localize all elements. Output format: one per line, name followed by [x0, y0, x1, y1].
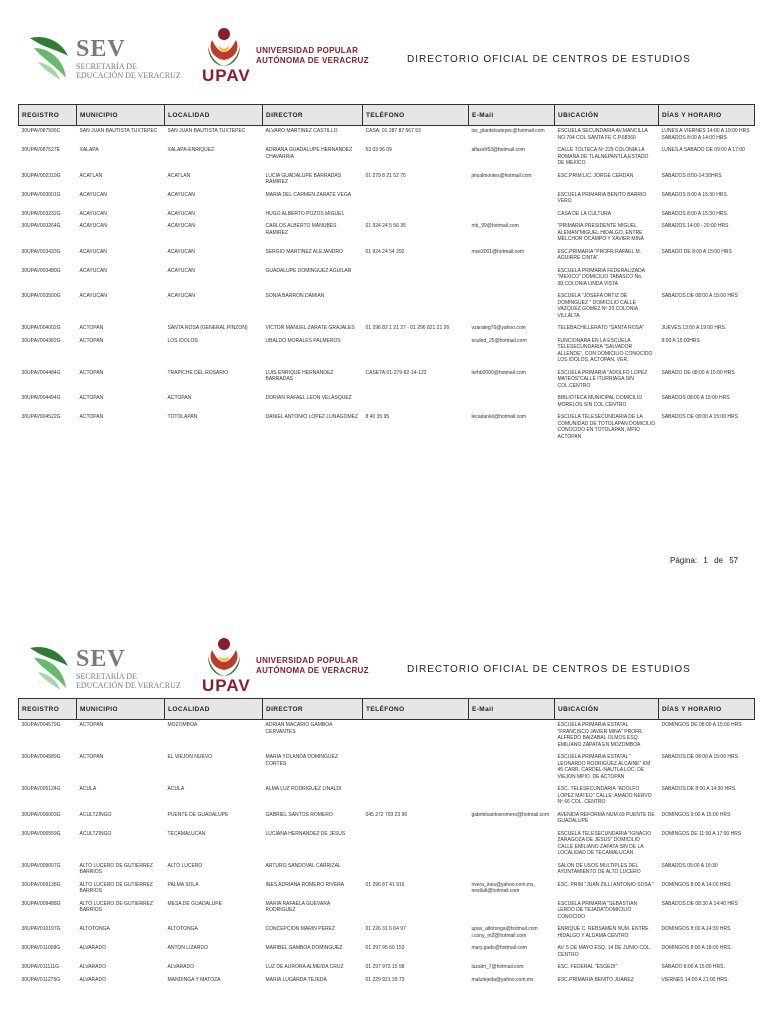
sev-logo [28, 636, 181, 696]
table-cell: ALTOTONGA [167, 926, 198, 932]
table-cell [469, 899, 555, 925]
table-cell: ESCUELA PRIMARIA FEDERALIZADA "MEXICO" DOMICILIO TABASCO No. 38,COLONIA LINDA VISTA [557, 267, 645, 287]
table-cell: ACTOPAN [79, 369, 104, 376]
table-cell: eculed_25@hotmail.com [471, 337, 527, 344]
table-cell: lerhb2000@hotmail.com [471, 369, 526, 376]
table-cell: ALVARADO [79, 945, 106, 951]
table-cell: SABADOS 8:00 A 15:30 HRS. [661, 191, 729, 198]
table-cell: TELEBACHILLERATO "SANTA ROSA" [557, 325, 645, 331]
table-cell: CALLE TOLTECA Nº 229 COLONIA LA ROMANA DE TLALNEPANTLA,ESTADO DE MEXICO [557, 147, 649, 166]
upav-name [256, 46, 369, 66]
pagination [670, 556, 742, 565]
table-cell: MANDINGA Y MATOZA [167, 976, 221, 983]
table-cell: ACULTZINGO [79, 811, 112, 818]
table-cell: AVENIDA REFORMA NUM.69 PUENTE DE GUADALUPE [557, 811, 655, 824]
sev-leaf-icon [28, 642, 76, 692]
table-cell: rivera_ines@yahoo.com.mx, nestlalt@hotmail.com [471, 881, 535, 894]
table-cell [363, 336, 469, 368]
table-cell [363, 720, 469, 753]
table-cell: 30UPAV087506C [21, 128, 61, 134]
table-cell: ESC.PRIMARIA BENITO JUAREZ [557, 976, 634, 983]
sev-title: SEV [76, 646, 126, 672]
table-cell: 01 297 95 60 153 [365, 945, 405, 951]
table-cell: ACTOPAN [79, 337, 104, 344]
table-cell: 8 40 35 95 [365, 414, 390, 420]
table-cell: 045 272 703 23 96 [365, 811, 408, 818]
table-cell: ESCUELA PRIMARIA ESTATAL "FRANCISCO JAVIER MINA" PROFR. ALFREDO BAIZABAL OLMOS ESQ. EMILIANO ZAPATA EN MOZOMBOA [557, 722, 644, 748]
table-cell: SERGIO MARTINEZ ALEJANDRO [265, 248, 343, 255]
table-cell: ACTOPAN [79, 395, 104, 401]
table-cell [363, 190, 469, 209]
upav-emblem-icon [204, 26, 244, 70]
table-row [19, 209, 755, 222]
table-cell: CONCEPCION MARIN PEREZ [265, 926, 335, 932]
table-cell: PUENTE DE GUADALUPE [167, 811, 229, 818]
table-cell: ALVARADO [167, 964, 194, 970]
table-cell [363, 393, 469, 412]
table-cell: SABADOS 8:00-14:30HRS [661, 172, 722, 179]
table-cell: 01 279 8 21 52 75 [365, 172, 406, 179]
table-cell: SABADOS 14:00 - 20:00 HRS [661, 223, 729, 229]
table-cell: 01 297 973 15 98 [365, 964, 405, 970]
table-cell: luzalm_7@hotmail.com [471, 964, 524, 970]
table-cell: MOZOMBOA [167, 722, 198, 728]
table-cell: 8:00 A 15:00HRS [661, 337, 700, 344]
table-cell: ENRIQUE C. REBSAMEN NUM. ENTRE HIDALGO Y ALDAMA CENTRO [557, 926, 649, 939]
table-cell: SABADO DE 08:00 A 15:00 HRS [661, 369, 735, 376]
table-cell: ACAYUCAN [79, 191, 107, 198]
table-cell: ACULA [79, 786, 97, 792]
table-cell: ACAYUCAN [79, 223, 107, 229]
table-cell: BIBLIOTECA MUNICIPAL DOMICILIO MORELOS SIN COL.CENTRO [557, 395, 643, 408]
table-cell [363, 829, 469, 861]
table-cell: 30UPAV009488G [21, 900, 61, 907]
table-cell: mb_99@hotmail.com [471, 223, 519, 229]
table-cell: LUIS ENRIQUE HERNANDEZ BARRADAS [265, 369, 334, 382]
table-cell: ACATLAN [79, 172, 103, 179]
table-cell: SANTA ROSA (GENERAL PINZON) [167, 325, 248, 331]
table-cell: GABRIEL SANTOS ROMERO [265, 811, 333, 818]
column-header: UBICACIÓN [555, 105, 659, 126]
table-cell: 30UPAV002319G [21, 172, 61, 179]
table-cell: ADRIAN MACARIO GAMBOA CERVANTES [265, 722, 333, 735]
table-cell: ACAYUCAN [167, 248, 195, 255]
table-cell [363, 752, 469, 784]
column-header: REGISTRO [19, 699, 77, 720]
table-cell: 30UPAV003433G [21, 248, 61, 255]
table-row [19, 880, 755, 899]
table-cell: ESCUELA SECUNDARIA AV.MANCILLA NO 704 COL SANTA FE C.P.68360 [557, 128, 648, 141]
table-row [19, 171, 755, 190]
table-cell: 30UPAV003500G [21, 293, 61, 299]
table-cell: ADRIANA GUADALUPE HERNANDEZ CHAVARRIA [265, 147, 353, 160]
upav-name-line-2: AUTÓNOMA DE VERACRUZ [256, 666, 369, 675]
table-cell: SABADOS 08:00 A 15:00 HRS [661, 395, 730, 401]
table-cell: 30UPAV006003G [21, 811, 61, 818]
table-cell: ACTOPAN [79, 414, 104, 420]
table-cell: 01 924 24 5 56 35 [365, 223, 406, 229]
table-row [19, 412, 755, 444]
table-row [19, 861, 755, 880]
table-cell: XALAPA-ENRIQUEZ [167, 147, 215, 153]
table-cell: INES ADRIANA ROMERO RIVERA [265, 881, 345, 888]
table-cell: LUCIA GUADALUPE BARRADAS RAMIREZ [265, 172, 342, 185]
table-cell: LUNES A VIERNES 14:00 A 19:00 HRS SABADOS 8:00 A 14:00 HRS [661, 128, 750, 141]
table-row [19, 291, 755, 323]
upav-logo [200, 26, 370, 90]
table-cell: ESC.PRIM.LIC. JORGE CERDAN [557, 172, 634, 179]
table-cell: ACAYUCAN [167, 293, 195, 299]
page-title: DIRECTORIO OFICIAL DE CENTROS DE ESTUDIOS [407, 664, 691, 675]
table-cell: 30UPAV087527E [21, 147, 60, 153]
table-cell: 01 229 921 39 73 [365, 976, 405, 983]
table-cell: MARIA YOLANDA DOMINGUEZ CORTES [265, 754, 338, 767]
table-cell: DOMINGOS DE 11:00 A 17:00 HRS [661, 830, 742, 837]
table-cell: ANTON LIZARDO [167, 945, 208, 951]
upav-name-line-1: UNIVERSIDAD POPULAR [256, 656, 359, 665]
table-cell: 30UPAV003232G [21, 210, 61, 217]
table-cell: DORIAN RAFAEL LEON VELASQUEZ [265, 395, 352, 401]
table-cell: ACAYUCAN [167, 223, 195, 229]
table-cell: "PRIMARIA PRESIDENTE MIGUEL ALEMAN"MIGUEL HIDALGO, ENTRE MELCHOR OCAMPO Y XAVIER MINA [557, 223, 644, 242]
table-cell [469, 861, 555, 880]
table-cell [469, 752, 555, 784]
table-cell: ESCUELA PRIMARIA ESTATAL " LEONARDO RODRIGUEZ ALCAINE" KM 45 CARR. CARDEL-NAUTLA LOC. DE VIEJON MPIO. DE ACTOPAN [557, 754, 651, 780]
table-body [19, 126, 755, 445]
column-header: TELÉFONO [363, 699, 469, 720]
page-header [0, 610, 768, 705]
table-cell: ALTO LUCERO DE GUTIERREZ BARRIOS [79, 881, 153, 894]
table-cell [469, 720, 555, 753]
table-cell: SAN JUAN BAUTISTA TUXTEPEC [79, 128, 158, 134]
table-cell: upav_altotonga@hotmail.com i.cony_m2@hotmail.com [471, 926, 538, 939]
table-cell: MARIA DEL CARMEN ZARATE VEGA [265, 191, 352, 198]
table-header-row [19, 105, 755, 126]
table-cell: ACTOPAN [167, 395, 192, 401]
table-cell: ACAYUCAN [79, 210, 107, 217]
upav-emblem-icon [204, 636, 244, 680]
table-cell: 30UPAV011111G [21, 964, 60, 970]
table-cell: mary.gado@hotmail.com [471, 945, 527, 951]
directory-table [18, 104, 755, 444]
table-cell: 30UPAV003480G [21, 267, 61, 274]
table-row [19, 829, 755, 861]
table-cell: TOTOLAPAN [167, 414, 198, 420]
table-cell: ACAYUCAN [167, 267, 195, 274]
table-row [19, 393, 755, 412]
table-cell: TRAPICHE DEL ROSARIO [167, 369, 229, 376]
table-cell: LUNES A SABADO DE 09:00 A 17:00 [661, 147, 745, 153]
table-cell: UBALDO MORALES PALMEROS [265, 337, 341, 344]
table-cell: ESCUELA "JOSEFA ORTIZ DE DOMINGUEZ " DOMICILIO CALLE VAZQUEZ GOMEZ Nº 20 COLONIA VILLALTA [557, 293, 638, 319]
table-cell: 30UPAV004579G [21, 722, 61, 728]
sev-leaf-icon [28, 32, 76, 82]
table-cell: ACULTZINGO [79, 830, 112, 837]
table-cell: AV. 5 DE MAYO ESQ. 14 DE JUNIO COL. CENTRO [557, 945, 652, 958]
table-cell: 30UPAV010197G [21, 926, 61, 932]
table-cell: vzarateg76@yahoo.com [471, 325, 526, 331]
table-cell: ESC. TELESECUNDARIA "ADOLFO LOPEZ MATEO" CALLE: AMADO NERVO Nº 66 COL. CENTRO [557, 786, 652, 805]
column-header: DÍAS Y HORARIO [659, 105, 755, 126]
table-cell: ACATLAN [167, 172, 191, 179]
table-cell: 30UPAV004589G [21, 754, 61, 760]
table-cell: EL VIEJON NUEVO [167, 754, 213, 760]
page-header [0, 0, 768, 95]
sev-subtitle: SECRETARÍA DE EDUCACIÓN DE VERACRUZ [76, 672, 181, 690]
table-cell: 30UPAV005124G [21, 786, 61, 792]
column-header: DIRECTOR [263, 699, 363, 720]
table-cell: mse2001@hotmail.com [471, 248, 525, 255]
table-cell [659, 266, 755, 292]
table-cell: ALTO LUCERO [167, 862, 203, 869]
page-title: DIRECTORIO OFICIAL DE CENTROS DE ESTUDIOS [407, 54, 691, 65]
table-cell: 30UPAV004382G [21, 337, 61, 344]
table-row [19, 323, 755, 336]
table-cell: VIERNES 14:00 A 21:00 HRS. [661, 976, 729, 983]
table-cell: ACTOPAN [79, 722, 104, 728]
document-page-2 [0, 610, 768, 1024]
table-cell [363, 291, 469, 323]
table-cell [469, 291, 555, 323]
table-cell: HUGO ALBERTO POZOS MIGUEL [265, 210, 345, 217]
table-row [19, 943, 755, 962]
table-cell: SAN JUAN BAUTISTA TUXTEPEC [167, 128, 246, 134]
table-cell: SABADOS DE 08:00 A 15:00 HRS [661, 414, 738, 420]
table-cell: SABADOS 09:00 A 16:30 [661, 862, 718, 869]
column-header: DIRECTOR [263, 105, 363, 126]
table-body [19, 720, 755, 988]
table-cell: ACAYUCAN [79, 267, 107, 274]
table-cell: MARIBEL GAMBOA DOMINGUEZ [265, 945, 343, 951]
column-header: LOCALIDAD [165, 105, 263, 126]
table-cell [469, 393, 555, 412]
table-cell: SABADOS DE 08:00 A 15:00 HRS [661, 754, 738, 760]
table-cell: 30UPAV003264G [21, 223, 61, 229]
table-cell: lecadaniel@hotmail.com [471, 414, 527, 420]
table-cell: SABADOS 8:00 A 15:30 HRS. [661, 210, 729, 217]
pager-of: de [714, 556, 723, 565]
column-header: E-Mail [469, 105, 555, 126]
upav-logo [200, 636, 370, 700]
table-row [19, 975, 755, 988]
table-cell: XALAPA [79, 147, 99, 153]
table-cell: ESCUELA TELESECUNDARIA DE LA COMUNIDAD DE TOTOLAPAN DOMICILIO CONOCIDO EN TOTOLAPAN, MPIO ACTOPAN [557, 414, 656, 440]
table-cell: SABADOS DE 08:00 A 15:00 HRS [661, 293, 738, 299]
upav-name-line-1: UNIVERSIDAD POPULAR [256, 46, 359, 55]
table-cell: ESCUELA PRIMARIA "ADOLFO LOPEZ MATEOS"CALLE ITURRIAGA S/N COL.CENTRO [557, 369, 648, 389]
table-cell: 30UPAV004494G [21, 395, 61, 401]
upav-name [256, 656, 369, 676]
table-row [19, 784, 755, 810]
table-cell [363, 861, 469, 880]
table-cell: PALMA SOLA [167, 881, 199, 888]
table-cell: 30UPAV009138G [21, 881, 61, 888]
table-cell: MARIA RAFAELA GUEVARA RODRIGUEZ [265, 900, 330, 913]
table-cell: 30UPAV004484G [21, 369, 61, 376]
table-cell: ACAYUCAN [79, 248, 107, 255]
column-header: E-Mail [469, 699, 555, 720]
table-cell [363, 899, 469, 925]
table-cell [469, 190, 555, 209]
table-cell: ALTO LUCERO DE GUTIERREZ BARRIOS [79, 900, 153, 913]
table-cell: SABADO 8:00 A 15:00 HRS. [661, 964, 725, 970]
table-cell [469, 784, 555, 810]
table-cell: SABADOS DE 8:00 A 14:30 HRS. [661, 786, 737, 792]
table-cell: SALON DE USOS MULTIPLES DEL AYUNTAMIENTO DE ALTO LUCERO [557, 862, 641, 875]
table-cell: DANIEL ANTONIO LOPEZ LUNAGOMEZ [265, 414, 359, 420]
table-cell: 01 296 87 41 916 [365, 881, 405, 888]
table-cell: SABADO DE 8:00 A 15:00 HRS [661, 248, 732, 255]
column-header: TELÉFONO [363, 105, 469, 126]
table-cell: ALVARADO [79, 976, 106, 983]
table-cell: ACTOPAN [79, 754, 104, 760]
table-cell: DOMINGOS 8:00 A 18:00 HRS. [661, 945, 732, 951]
table-header-row [19, 699, 755, 720]
pager-total: 57 [729, 556, 739, 565]
column-header: MUNICIPIO [77, 699, 165, 720]
table-cell: LUZ DE AURORA ALMEIDA CRUZ [265, 964, 344, 970]
table-cell [363, 266, 469, 292]
column-header: DÍAS Y HORARIO [659, 699, 755, 720]
table-row [19, 145, 755, 171]
table-cell: DOMINGOS 9:00 A 15:00 HRS [661, 811, 731, 818]
column-header: REGISTRO [19, 105, 77, 126]
table-cell: 30UPAV003001G [21, 191, 61, 198]
table-cell: VICTOR MANUEL ZARATE GRAJALES [265, 325, 355, 331]
column-header: UBICACIÓN [555, 699, 659, 720]
table-cell: DOMINGOS DE 08:00 A 15:00 HRS [661, 722, 742, 728]
table-cell: ACAYUCAN [79, 293, 107, 299]
upav-letters: UPAV [202, 676, 251, 695]
table-cell [469, 266, 555, 292]
table-cell: 53 03 96 09 [365, 147, 392, 153]
table-row [19, 924, 755, 943]
table-cell: DOMINGOS 8:00 A 14:00 HRS [661, 881, 731, 888]
table-cell: SONIA BARRON DAMIAN [265, 293, 325, 299]
table-cell: malutejeda@yahoo.com.mx [471, 976, 534, 983]
table-cell: ACAYUCAN [167, 191, 195, 198]
table-cell: 30UPAV004522G [21, 414, 61, 420]
column-header: MUNICIPIO [77, 105, 165, 126]
pager-current: 1 [703, 556, 708, 565]
table-cell: LOS IDOLOS [167, 337, 198, 344]
table-cell: DOMINGOS 8:00 A 14:30 HRS [661, 926, 731, 932]
table-cell: ALMA LUZ RODRIGUEZ LINALDI [265, 786, 342, 792]
sev-subtitle: SECRETARÍA DE EDUCACIÓN DE VERACRUZ [76, 62, 181, 80]
table-row [19, 899, 755, 925]
directory-table [18, 698, 755, 987]
table-cell: 30UPAV011275G [21, 976, 61, 983]
table-row [19, 336, 755, 368]
table-cell: ESC. FEDERAL "ESGEDI" [557, 964, 618, 970]
table-cell: SABADOS DE 08:30 A 14:40 HRS [661, 900, 738, 907]
table-row [19, 720, 755, 753]
table-cell: GUADALUPE DOMINGUEZ AGUILAR [265, 267, 352, 274]
table-cell: CASA DE LA CULTURA [557, 210, 612, 217]
table-cell: FUNCIONARA EN LA ESCUELA TELESECUNDARIA "SALVADOR ALLENDE", CON DOMICILIO CONOCIDO LOS IDOLOS, ACTOPAN, VER. [557, 337, 653, 363]
table-cell: alfasxlr53@hotmail.com [471, 147, 525, 153]
table-cell: ALTO LUCERO DE GUTIERREZ BARRIOS [79, 862, 153, 875]
table-cell: ESC.PRIMARIA "PROFR.RAFAEL M. AGUIRRE CINTA" [557, 248, 642, 261]
sev-logo [28, 26, 181, 86]
table-cell [363, 209, 469, 222]
table-cell: 01 226 31 6 04 97 [365, 926, 406, 932]
table-cell: 30UPAV006559G [21, 830, 61, 837]
table-cell: ACTOPAN [79, 325, 104, 331]
table-cell: ACULA [167, 786, 185, 792]
table-cell: LUCIANA HERNANDEZ DE JESUS [265, 830, 346, 837]
table-cell [469, 209, 555, 222]
table-row [19, 368, 755, 394]
table-cell: MARIA LUGARDA TEJEDA [265, 976, 327, 983]
table-row [19, 247, 755, 266]
table-cell: CASA: 01 287 87 567 53 [365, 128, 421, 134]
table-cell: ALVARO MARTINEZ CASTILLO [265, 128, 338, 134]
table-cell: ACAYUCAN [167, 210, 195, 217]
table-row [19, 962, 755, 975]
table-row [19, 266, 755, 292]
table-row [19, 752, 755, 784]
table-cell: 01 296 82 1 21 27 - 01 296 821 21 26 [365, 325, 450, 331]
table-cell: 30UPAV004002G [21, 325, 61, 331]
table-cell: ESCUELA TELESECUNDARIA "IGNACIO ZARAGOZA DE JESUS" DOMICILIO CALLE EMILIANO ZAPATA S/N DE LA LOCALIDAD DE TECAMALUCAN [557, 830, 652, 856]
sev-title: SEV [76, 36, 126, 62]
column-header: LOCALIDAD [165, 699, 263, 720]
table-cell: 30UPAV009007G [21, 862, 61, 869]
upav-name-line-2: AUTÓNOMA DE VERACRUZ [256, 56, 369, 65]
table-cell: ESCUELA PRIMARIA BENITO BARRIO VERO [557, 191, 647, 204]
table-cell: CARLOS ALBERTO MANUBES RAMIREZ [265, 223, 337, 236]
table-row [19, 190, 755, 209]
table-row [19, 126, 755, 146]
table-cell: JUEVES 13:00 A 19:00 HRS. [661, 325, 727, 331]
table-cell: ESCUELA PRIMARIA "SEBASTIAN LERDO DE TEJADA"DOMICILIO CONOCIDO [557, 900, 638, 920]
table-cell: jmcalmontes@hotmail.com [471, 172, 532, 179]
table-cell [363, 784, 469, 810]
table-cell: ESC. PRIM "JUAN ZILLI ANTONIO SOSA " [557, 881, 655, 888]
table-cell: ALVARADO [79, 964, 106, 970]
table-cell: iss_plantelsutepec@hotmail.com [471, 128, 545, 134]
table-cell: TECAMALUCAN [167, 830, 206, 837]
table-cell: ARTURO SANDOVAL CARRIZAL [265, 862, 341, 869]
table-cell: CASETA:01-279-82-14-122 [365, 369, 427, 376]
upav-letters: UPAV [202, 66, 251, 85]
table-cell [469, 829, 555, 861]
table-cell: ALTOTONGA [79, 926, 110, 932]
table-cell: 01 924 24 54 292 [365, 248, 405, 255]
table-row [19, 810, 755, 829]
table-row [19, 221, 755, 247]
pager-label: Página: [670, 556, 698, 565]
table-cell: gabrielsantosromero@hotmail.com [471, 811, 550, 818]
table-cell: 30UPAV011008G [21, 945, 61, 951]
table-cell: MESA DE GUADALUPE [167, 900, 222, 907]
